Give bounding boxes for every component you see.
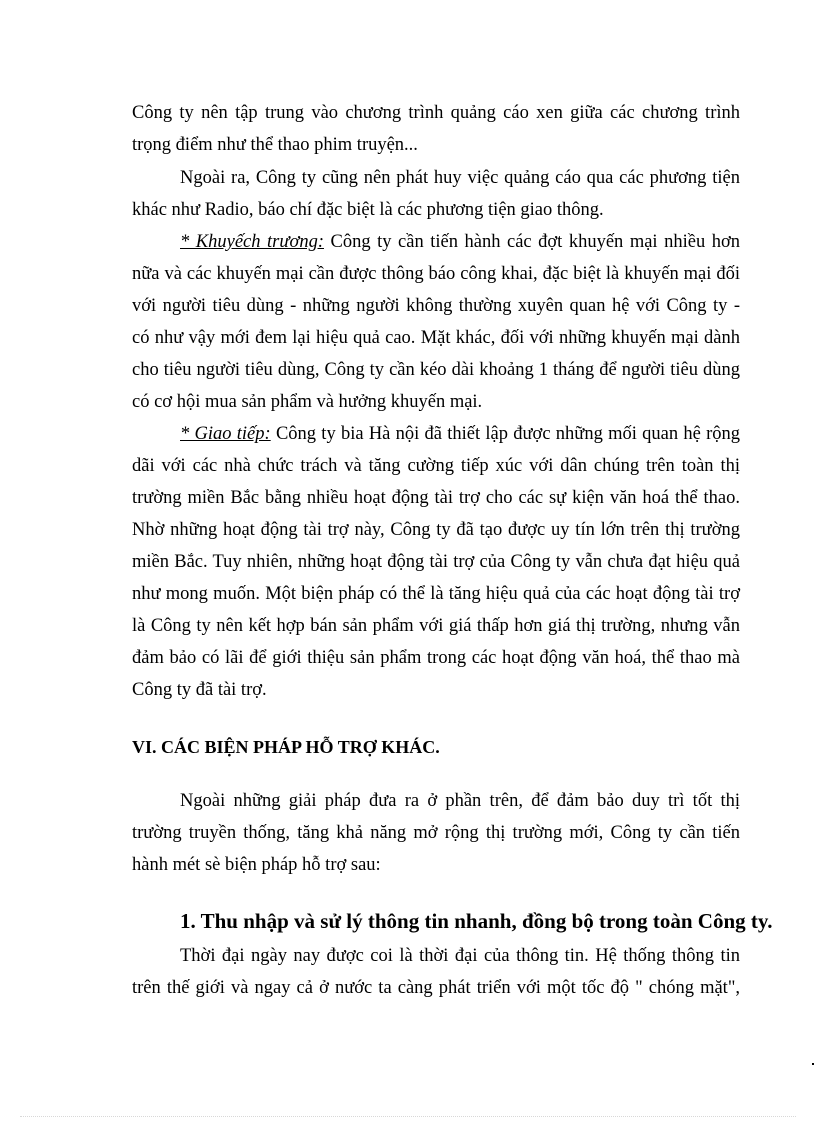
paragraph-line bbox=[180, 422, 740, 446]
paragraph-line: là Công ty nên kết hợp bán sản phẩm với giá thấp hơn giá thị trường, nhưng vẫn bbox=[132, 616, 740, 636]
paragraph-line: khác như Radio, báo chí đặc biệt là các phương tiện giao thông. bbox=[132, 200, 604, 220]
paragraph-line: trọng điểm như thể thao phim truyện... bbox=[132, 135, 418, 155]
paragraph-line: với người tiêu dùng - những người không thường xuyên quan hệ với Công ty - bbox=[132, 296, 740, 316]
promotion-label: * Khuyếch trương: bbox=[180, 232, 324, 252]
paragraph-line: Công ty đã tài trợ. bbox=[132, 680, 267, 700]
paragraph-line: Nhờ những hoạt động tài trợ này, Công ty đã tạo được uy tín lớn trên thị trường bbox=[132, 520, 740, 540]
paragraph-line: Ngoài ra, Công ty cũng nên phát huy việc quảng cáo qua các phương tiện bbox=[180, 168, 740, 188]
paragraph-line: Thời đại ngày nay được coi là thời đại của thông tin. Hệ thống thông tin bbox=[180, 946, 740, 966]
paragraph-line: nữa và các khuyến mại cần được thông báo công khai, đặc biệt là khuyến mại đối bbox=[132, 264, 740, 284]
paragraph-line: trường truyền thống, tăng khả năng mở rộng thị trường mới, Công ty cần tiến bbox=[132, 823, 740, 843]
paragraph-line: miền Bắc. Tuy nhiên, những hoạt động tài trợ của Công ty vẫn chưa đạt hiệu quả bbox=[132, 552, 740, 572]
page-bottom-rule bbox=[20, 1116, 796, 1117]
communication-label: * Giao tiếp: bbox=[180, 424, 271, 444]
paragraph-line: dãi với các nhà chức trách và tăng cường tiếp xúc với dân chúng trên toàn thị bbox=[132, 456, 740, 476]
paragraph-line bbox=[180, 230, 740, 254]
paragraph-line: có cơ hội mua sản phẩm và hưởng khuyến mại. bbox=[132, 392, 483, 412]
paragraph-line: hành mét sè biện pháp hỗ trợ sau: bbox=[132, 855, 381, 875]
section-heading: VI. CÁC BIỆN PHÁP HỖ TRỢ KHÁC. bbox=[132, 737, 440, 757]
paragraph-line: Ngoài những giải pháp đưa ra ở phần trên, để đảm bảo duy trì tốt thị bbox=[180, 791, 740, 811]
paragraph-line: như mong muốn. Một biện pháp có thể là tăng hiệu quả của các hoạt động tài trợ bbox=[132, 584, 740, 604]
page-mark bbox=[812, 1063, 814, 1065]
paragraph-line: đảm bảo có lãi để giới thiệu sản phẩm trong các hoạt động văn hoá, thể thao mà bbox=[132, 648, 740, 668]
paragraph-line: có như vậy mới đem lại hiệu quả cao. Mặt khác, đối với những khuyến mại dành bbox=[132, 328, 740, 348]
paragraph-line: trường miền Bắc bằng nhiều hoạt động tài trợ cho các sự kiện văn hoá thể thao. bbox=[132, 488, 740, 508]
paragraph-line: trên thế giới và ngay cả ở nước ta càng phát triển với một tốc độ " chóng mặt", bbox=[132, 978, 740, 998]
paragraph-line: cho tiêu người tiêu dùng, Công ty cần kéo dài khoảng 1 tháng để người tiêu dùng bbox=[132, 360, 740, 380]
paragraph-text: Công ty bia Hà nội đã thiết lập được những mối quan hệ rộng bbox=[270, 424, 740, 444]
paragraph-text: Công ty cần tiến hành các đợt khuyến mại nhiều hơn bbox=[323, 232, 740, 252]
paragraph-line: Công ty nên tập trung vào chương trình quảng cáo xen giữa các chương trình bbox=[132, 103, 740, 123]
subsection-heading: 1. Thu nhập và sử lý thông tin nhanh, đồng bộ trong toàn Công ty. bbox=[180, 909, 773, 933]
